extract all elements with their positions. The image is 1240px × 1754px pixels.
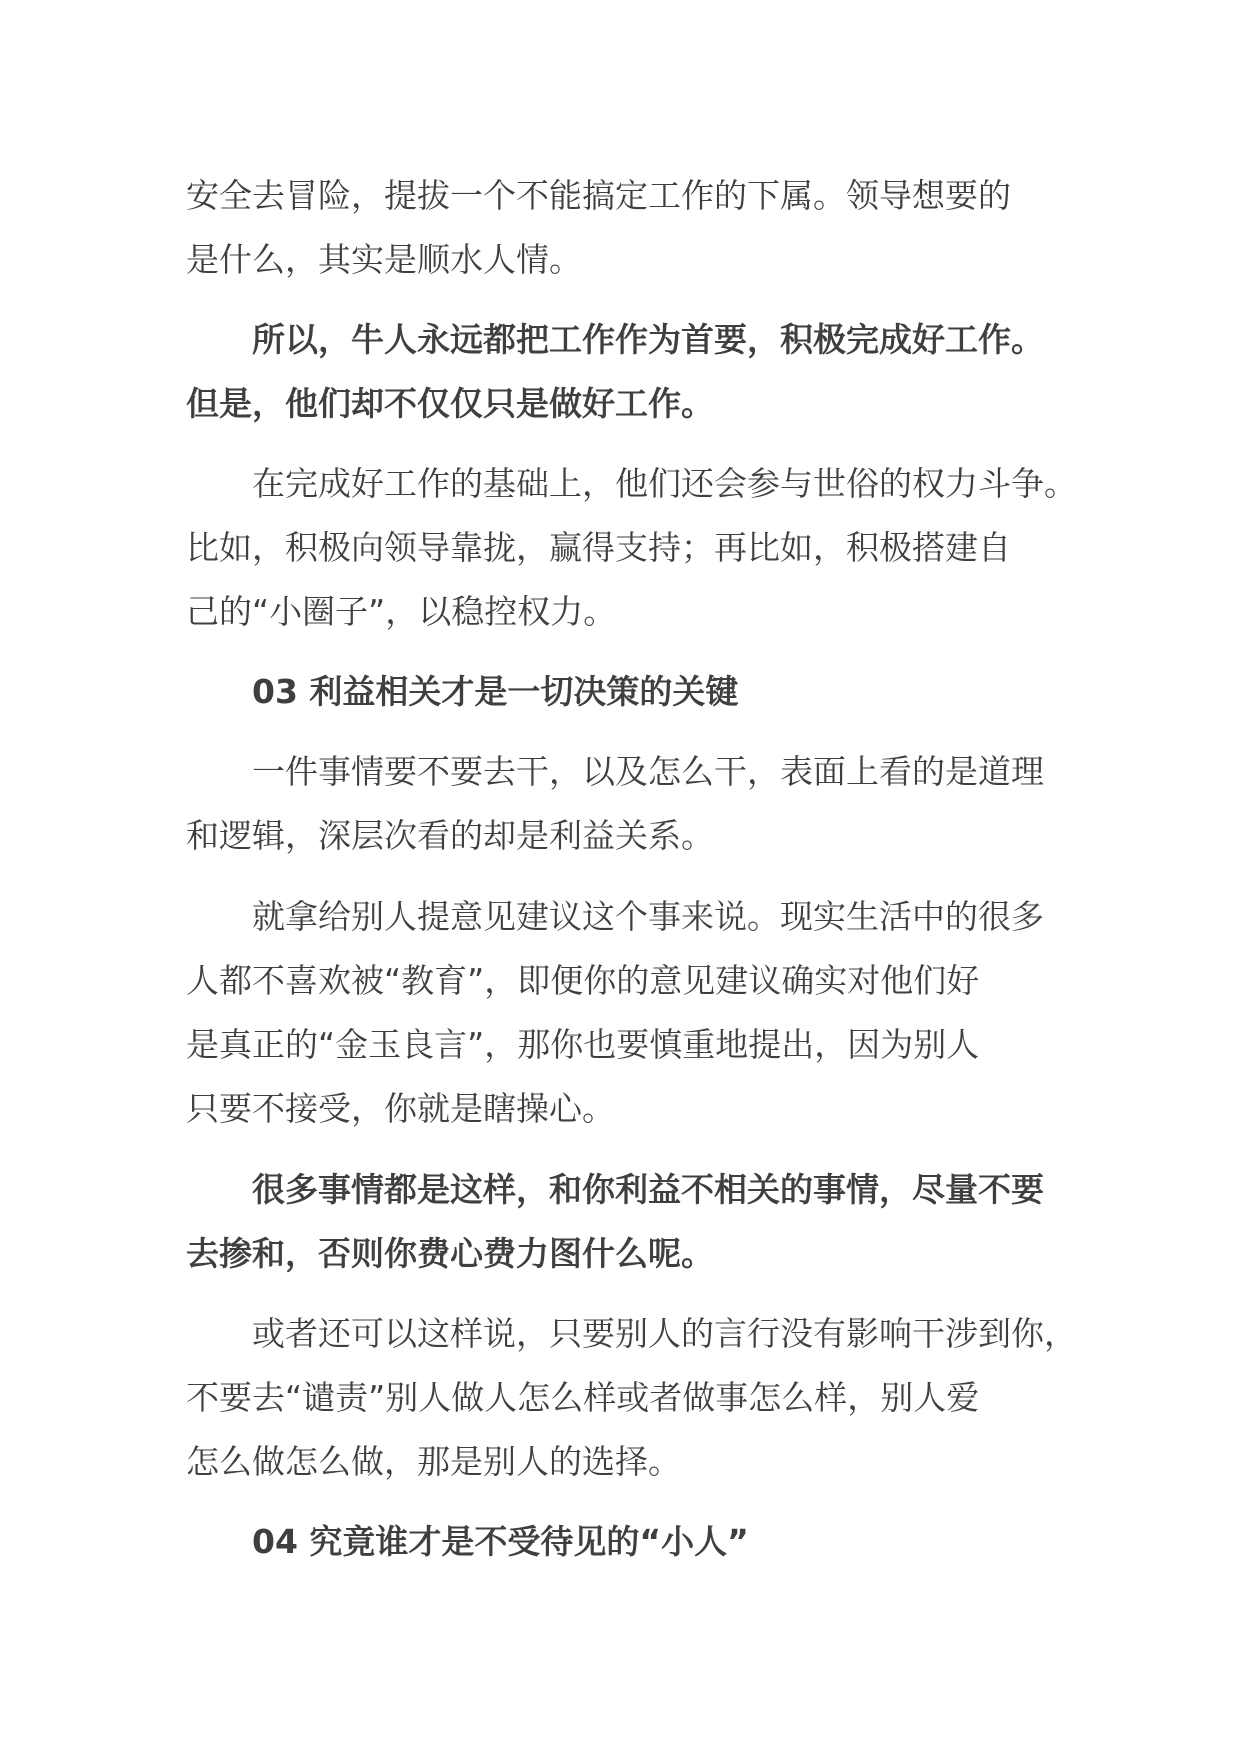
section-heading-04 bbox=[186, 1510, 1086, 1574]
text-line: 一件事情要不要去干，以及怎么干，表面上看的是道理 bbox=[186, 752, 1044, 791]
text-line: 比如，积极向领导靠拢，赢得支持；再比如，积极搭建自 bbox=[186, 528, 1011, 567]
text-line: 04 究竟谁才是不受待见的“小人” bbox=[186, 1522, 749, 1561]
text-line: 不要去“谴责”别人做人怎么样或者做事怎么样，别人爱 bbox=[186, 1378, 980, 1417]
text-line: 03 利益相关才是一切决策的关键 bbox=[186, 672, 739, 711]
text-line: 己的“小圈子”，以稳控权力。 bbox=[186, 592, 617, 631]
text-line: 在完成好工作的基础上，他们还会参与世俗的权力斗争。 bbox=[186, 464, 1077, 503]
paragraph-5 bbox=[186, 1302, 1086, 1494]
text-line: 人都不喜欢被“教育”，即便你的意见建议确实对他们好 bbox=[186, 961, 980, 1000]
paragraph-1 bbox=[186, 164, 1086, 292]
text-line: 是什么，其实是顺水人情。 bbox=[186, 240, 582, 279]
text-line: 只要不接受，你就是瞎操心。 bbox=[186, 1089, 615, 1128]
paragraph-3 bbox=[186, 740, 1086, 868]
text-line: 或者还可以这样说，只要别人的言行没有影响干涉到你， bbox=[186, 1314, 1077, 1353]
text-line: 安全去冒险，提拔一个不能搞定工作的下属。领导想要的 bbox=[186, 176, 1011, 215]
text-line: 和逻辑，深层次看的却是利益关系。 bbox=[186, 816, 714, 855]
text-line: 怎么做怎么做，那是别人的选择。 bbox=[186, 1442, 681, 1481]
bold-paragraph-2 bbox=[186, 1158, 1086, 1286]
text-line: 所以，牛人永远都把工作作为首要，积极完成好工作。 bbox=[186, 320, 1044, 359]
bold-paragraph-1 bbox=[186, 308, 1086, 436]
paragraph-2 bbox=[186, 452, 1086, 644]
text-line: 去掺和，否则你费心费力图什么呢。 bbox=[186, 1234, 714, 1273]
text-line: 很多事情都是这样，和你利益不相关的事情，尽量不要 bbox=[186, 1170, 1044, 1209]
text-line: 但是，他们却不仅仅只是做好工作。 bbox=[186, 384, 714, 423]
text-line: 就拿给别人提意见建议这个事来说。现实生活中的很多 bbox=[186, 897, 1044, 936]
section-heading-03 bbox=[186, 660, 1086, 724]
text-line: 是真正的“金玉良言”，那你也要慎重地提出，因为别人 bbox=[186, 1025, 980, 1064]
paragraph-4 bbox=[186, 885, 1086, 1141]
